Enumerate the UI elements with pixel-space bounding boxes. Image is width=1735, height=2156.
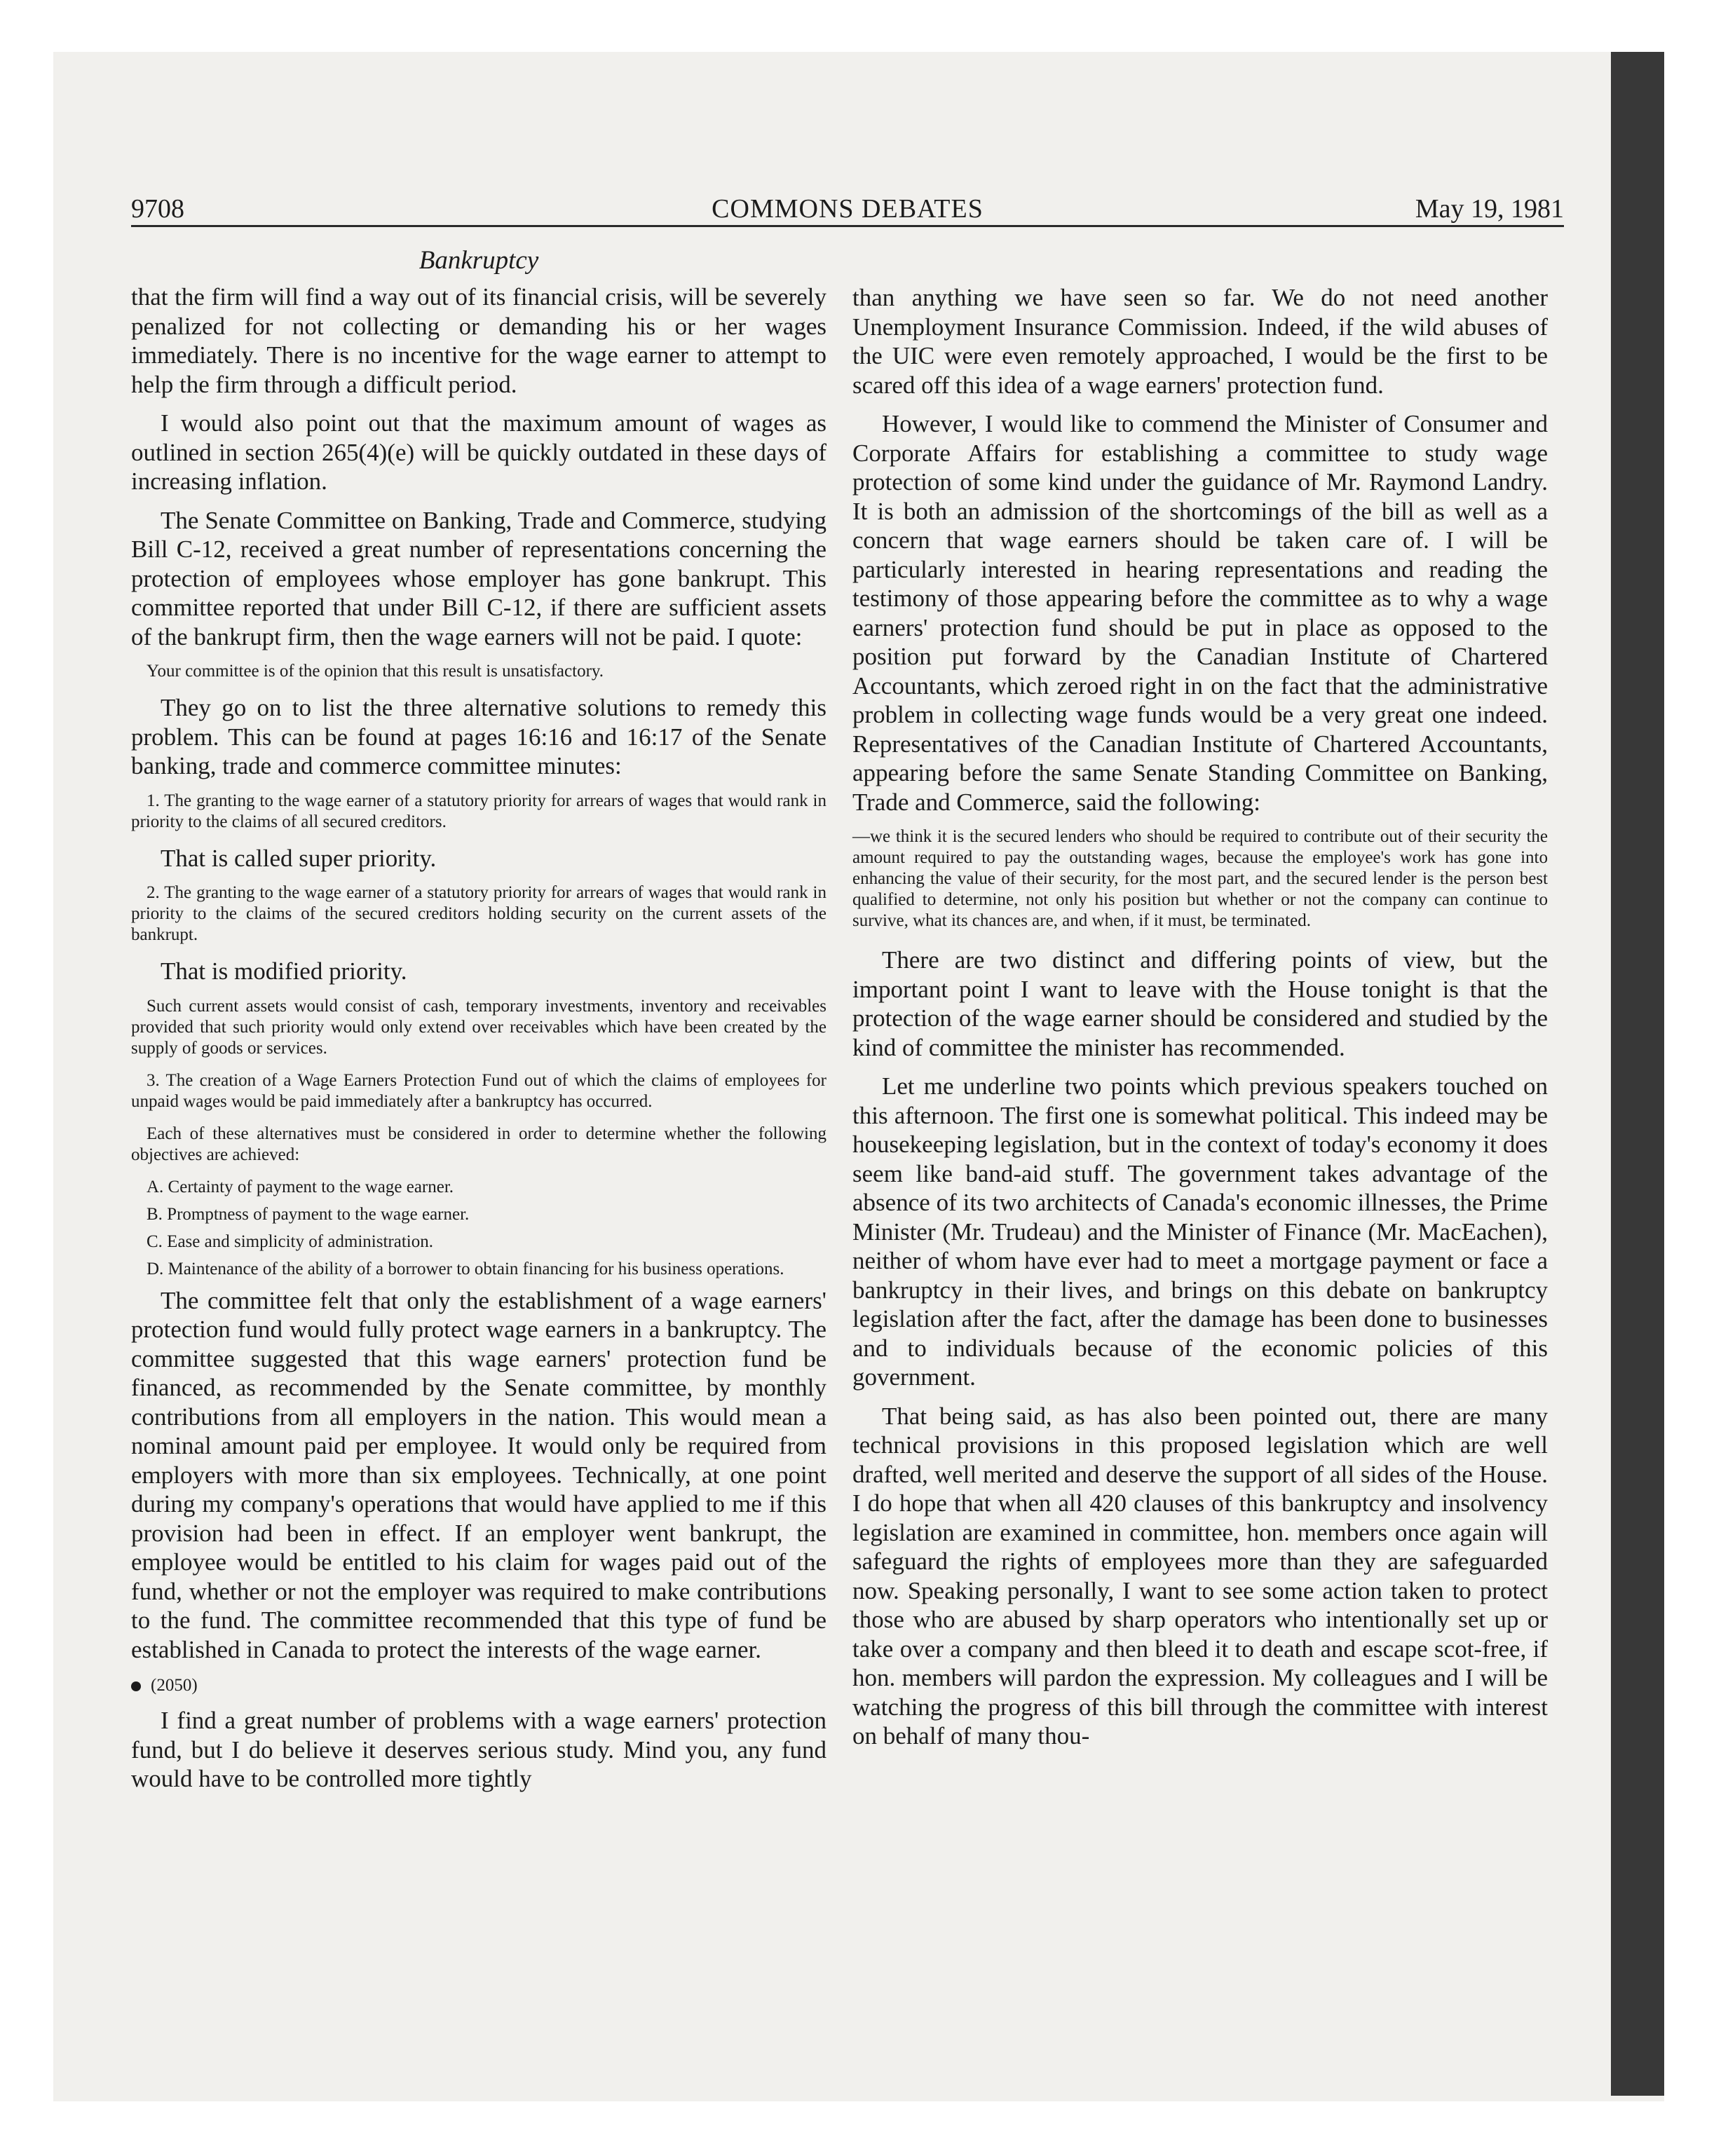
objective-item: B. Promptness of payment to the wage earner. [147, 1204, 470, 1224]
page-number: 9708 [131, 194, 184, 224]
publication-date: May 19, 1981 [1415, 194, 1564, 224]
left-paragraph-4: They go on to list the three alternative solutions to remedy this problem. This can be found at pages 16:16 and 16:17 of the Senate banking, trade and commerce committee minutes: [131, 694, 826, 779]
right-paragraph-4: Let me underline two points which previous speakers touched on this afternoon. The first one is somewhat political. This indeed may be housekeeping legislation, but in the context of today's economy it does seem like band-aid stuff. The government takes advantage of the absence of its two architects of Canada's economic illnesses, the Prime Minister (Mr. Trudeau) and the Minister of Finance (Mr. MacEachen), neither of whom have ever had to meet a mortgage payment or face a bankruptcy in their lives, and brings on this debate on bankruptcy legislation after the fact, after the damage has been done to businesses and to individuals because of the economic policies of this government. [852, 1072, 1548, 1391]
right-paragraph-3: There are two distinct and differing points of view, but the important point I want to leave with the House tonight is that the protection of the wage earner should be considered and studied by the kind of committee the minister has recommended. [852, 946, 1548, 1061]
timestamp-text: (2050) [151, 1676, 198, 1695]
objective-item: D. Maintenance of the ability of a borrower to obtain financing for his business operations. [147, 1259, 784, 1278]
left-paragraph-2: I would also point out that the maximum amount of wages as outlined in section 265(4)(e) will be quickly outdated in these days of increasing inflation. [131, 409, 826, 495]
left-paragraph-6: I find a great number of problems with a wage earners' protection fund, but I do believe it deserves serious study. Mind you, any fund would have to be controlled more tightly [131, 1707, 826, 1792]
committee-quote: Your committee is of the opinion that this result is unsatisfactory. [147, 662, 604, 681]
objective-item: C. Ease and simplicity of administration. [147, 1231, 433, 1251]
alternative-2: 2. The granting to the wage earner of a statutory priority for arrears of wages that would rank in priority to the claims of the secured creditors holding security on the current assets of the bankrupt. [131, 883, 826, 944]
accountants-quote: —we think it is the secured lenders who should be required to contribute out of their security the amount required to pay the outstanding wages, because the employee's work has gone into enhancing the value of their security, for the most part, and the secured lender is the person best qualified to determine, not only his position but whether or not the company can continue to survive, what its chances are, and when, if it must, be terminated. [852, 827, 1548, 930]
left-paragraph-3: The Senate Committee on Banking, Trade and Commerce, studying Bill C-12, received a great number of representations concerning the protection of employees whose employer has gone bankrupt. This committee reported that under Bill C-12, if there are sufficient assets of the bankrupt firm, then the wage earners will not be paid. I quote: [131, 506, 826, 650]
page-header [131, 193, 1564, 227]
scan-edge-shadow [1611, 52, 1664, 2096]
right-paragraph-5: That being said, as has also been pointed out, there are many technical provisions in this proposed legislation which are well drafted, well merited and deserve the support of all sides of the House. I do hope that when all 420 clauses of this bankruptcy and insolvency legislation are examined in committee, hon. members once again will safeguard the rights of employees more than they are safeguarded now. Speaking personally, I want to see some action taken to protect those who are abused by sharp operators who intentionally set up or take over a company and then bleed it to death and escape scot-free, if hon. members will pardon the expression. My colleagues and I will be watching the progress of this bill through the committee with interest on behalf of many thou- [852, 1402, 1548, 1749]
alternative-3: 3. The creation of a Wage Earners Protection Fund out of which the claims of employees for unpaid wages would be paid immediately after a bankruptcy has occurred. [131, 1070, 826, 1111]
section-title: Bankruptcy [419, 246, 539, 275]
left-column [131, 282, 826, 1803]
alternative-1: 1. The granting to the wage earner of a statutory priority for arrears of wages that would rank in priority to the claims of all secured creditors. [131, 791, 826, 831]
objectives-intro: Each of these alternatives must be considered in order to determine whether the following objectives are achieved: [131, 1124, 826, 1164]
timestamp-marker [131, 1674, 826, 1698]
super-priority-remark: That is called super priority. [161, 844, 437, 872]
bullet-icon [131, 1681, 141, 1691]
left-paragraph-1: that the firm will find a way out of its financial crisis, will be severely penalized for not collecting or demanding his or her wages immediately. There is no incentive for the wage earner to attempt to help the firm through a difficult period. [131, 283, 826, 398]
publication-title: COMMONS DEBATES [712, 194, 984, 224]
left-paragraph-5: The committee felt that only the establishment of a wage earners' protection fund would fully protect wage earners in a bankruptcy. The committee suggested that this wage earners' protection fund be financed, as recommended by the Senate committee, by monthly contributions from all employers in the nation. This would mean a nominal amount paid per employee. It would only be required from employers with more than six employees. Technically, at one point during my company's operations that would have applied to me if this provision had been in effect. If an employer went bankrupt, the employee would be entitled to his claim for wages paid out of the fund, whether or not the employer was required to make contributions to the fund. The committee recommended that this type of fund be established in Canada to protect the interests of the wage earner. [131, 1286, 826, 1663]
modified-priority-remark: That is modified priority. [161, 957, 407, 985]
current-assets-note: Such current assets would consist of cash, temporary investments, inventory and receivables provided that such priority would only extend over receivables which have been created by the supply of goods or services. [131, 996, 826, 1058]
right-column [852, 283, 1548, 1761]
right-paragraph-1: than anything we have seen so far. We do not need another Unemployment Insurance Commission. Indeed, if the wild abuses of the UIC were even remotely approached, I would be the first to be scared off this idea of a wage earners' protection fund. [852, 284, 1548, 399]
right-paragraph-2: However, I would like to commend the Minister of Consumer and Corporate Affairs for establishing a committee to study wage protection of some kind under the guidance of Mr. Raymond Landry. It is both an admission of the shortcomings of the bill as well as a concern that wage earners should be taken care of. I will be particularly interested in hearing representations and reading the testimony of those appearing before the committee as to why a wage earners' protection fund should be put in place as opposed to the position put forward by the Canadian Institute of Chartered Accountants, which zeroed right in on the fact that the administrative problem in collecting wage funds would be a very great one indeed. Representatives of the Canadian Institute of Chartered Accountants, appearing before the same Senate Standing Committee on Banking, Trade and Commerce, said the following: [852, 410, 1548, 816]
objective-item: A. Certainty of payment to the wage earner. [147, 1177, 454, 1196]
